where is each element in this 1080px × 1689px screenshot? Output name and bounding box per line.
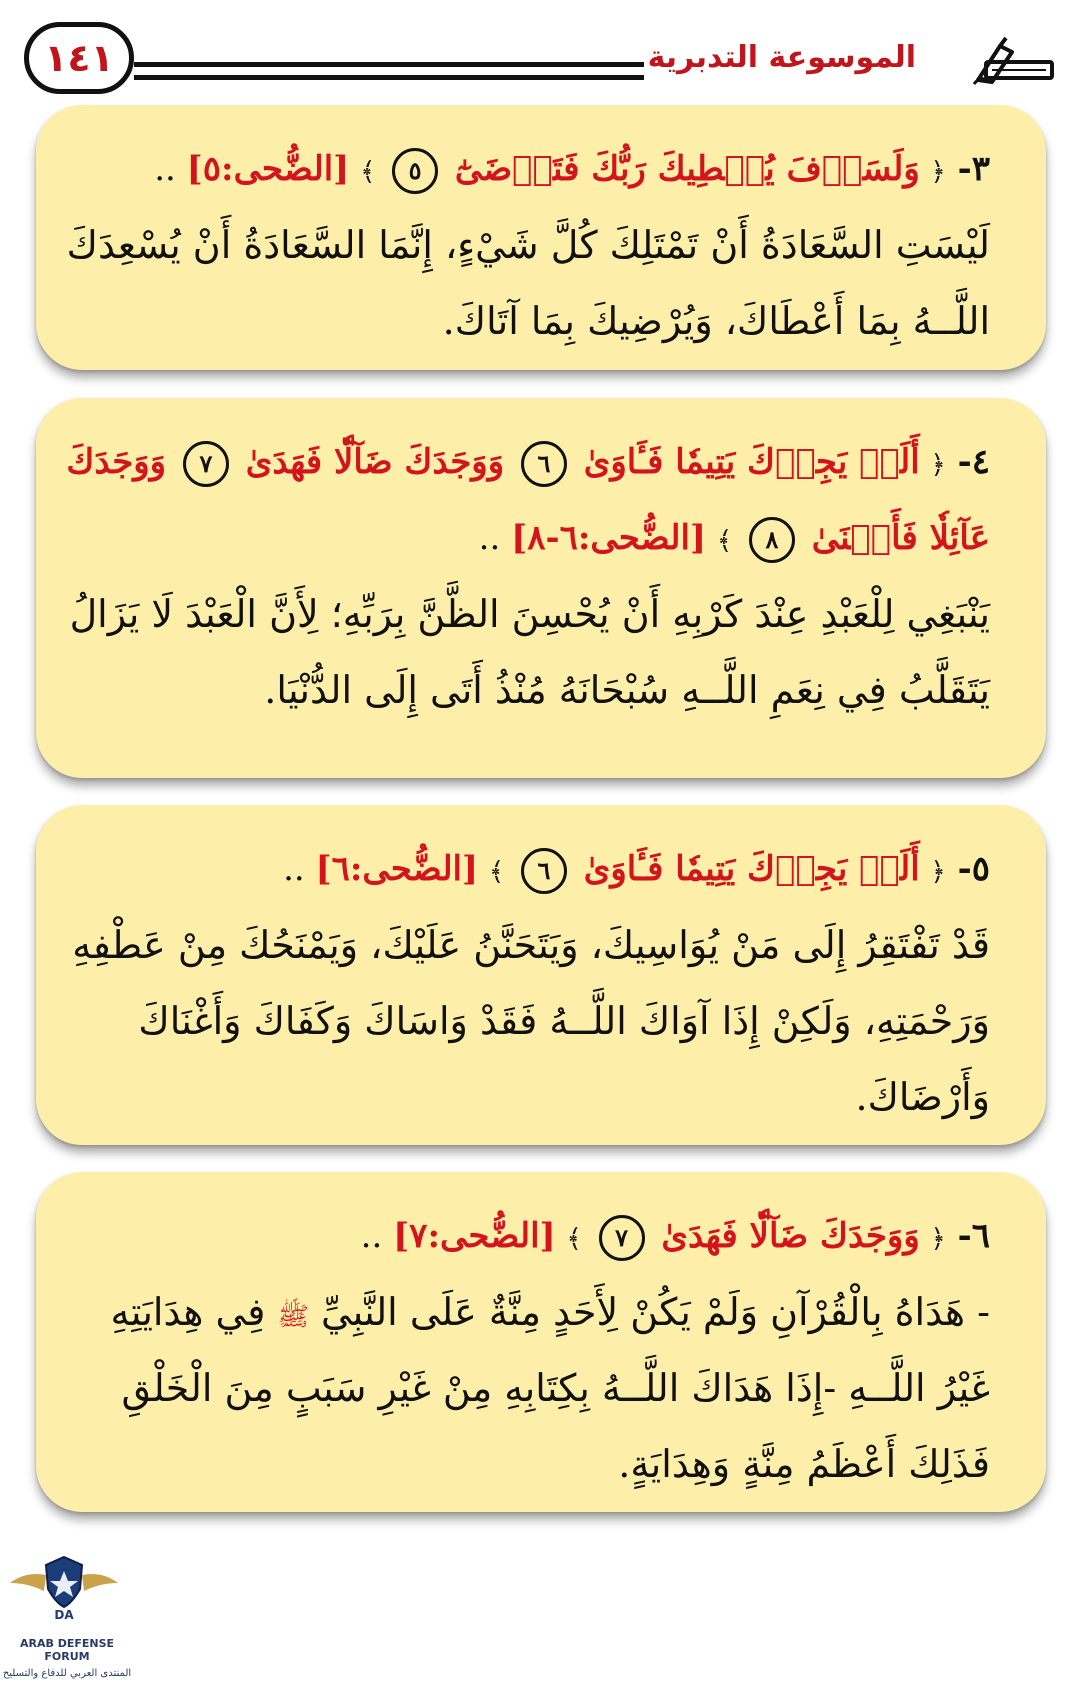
forum-name-en: ARAB DEFENSE FORUM xyxy=(19,1637,115,1663)
body-line xyxy=(92,1274,990,1350)
verse-citation: [الضُّحى:٧] xyxy=(393,1216,556,1256)
body-line: غَيْرُ اللَّــهِ -إِذَا هَدَاكَ اللَّــهُ بِكِتَابِهِ مِنْ غَيْرِ سَبَبٍ مِنَ الْخَلْقِ xyxy=(121,1366,990,1410)
body-line: وَرَحْمَتِهِ، وَلَكِنْ إِذَا آوَاكَ اللَّــهُ فَقَدْ وَاسَاكَ وَكَفَاكَ وَأَغْنَاكَ xyxy=(138,999,990,1043)
verse-line xyxy=(92,1198,990,1274)
page-title: الموسوعة التدبرية xyxy=(647,40,916,75)
item-number: ٦- xyxy=(945,1216,990,1256)
forum-name-ar: المنتدى العربي للدفاع والتسليح xyxy=(2,1668,132,1679)
body-line: اللَّــهُ بِمَا أَعْطَاكَ، وَيُرْضِيكَ بِمَا آتَاكَ. xyxy=(442,299,990,343)
verse-line xyxy=(92,500,990,576)
ellipsis: .. xyxy=(283,849,305,889)
page-number-badge xyxy=(24,22,134,94)
ornament-close-icon: ﴾ xyxy=(566,1224,582,1254)
forum-watermark-logo xyxy=(6,1553,122,1649)
ornament-open-icon: ﴿ xyxy=(930,857,946,887)
quran-verse: عَآئِلٗا فَأَغۡنَىٰ xyxy=(811,518,990,558)
card-3 xyxy=(36,105,1046,370)
item-number: ٤- xyxy=(945,442,990,482)
card-6 xyxy=(36,1172,1046,1512)
item-number: ٣- xyxy=(945,149,990,189)
verse-line xyxy=(66,424,990,500)
quran-verse: وَوَجَدَكَ xyxy=(66,442,167,482)
ornament-open-icon: ﴿ xyxy=(930,1224,946,1254)
body-line: فَذَلِكَ أَعْظَمُ مِنَّةٍ وَهِدَايَةٍ. xyxy=(618,1442,990,1486)
item-number: ٥- xyxy=(945,849,990,889)
ornament-open-icon: ﴿ xyxy=(930,157,946,187)
verse-citation: [الضُّحى:٦] xyxy=(315,849,479,889)
ornament-close-icon: ﴾ xyxy=(488,857,505,887)
quran-verse: أَلَمۡ يَجِدۡكَ يَتِيمٗا فَـَٔاوَىٰ xyxy=(583,442,920,482)
quran-verse: وَلَسَوۡفَ يُعۡطِيكَ رَبُّكَ فَتَرۡضَىٰٓ xyxy=(454,149,920,189)
ornament-close-icon: ﴾ xyxy=(716,526,733,556)
verse-line xyxy=(92,831,990,907)
header-rule xyxy=(134,62,644,80)
body-line: لَيْسَتِ السَّعَادَةُ أَنْ تَمْتَلِكَ كُلَّ شَيْءٍ، إِنَّمَا السَّعَادَةُ أَنْ يُسْعِدَكَ xyxy=(66,223,990,267)
ellipsis: .. xyxy=(360,1216,383,1256)
quran-verse: وَوَجَدَكَ ضَآلّٗا فَهَدَىٰ xyxy=(245,442,505,482)
ayah-marker: ٦ xyxy=(521,441,567,487)
body-text: - هَدَاهُ بِالْقُرْآنِ وَلَمْ يَكُنْ لِأَحَدٍ مِنَّةٌ عَلَى النَّبِيِّ xyxy=(308,1290,990,1334)
ornament-close-icon: ﴾ xyxy=(360,157,376,187)
ellipsis: .. xyxy=(478,518,501,558)
ellipsis: .. xyxy=(154,149,176,189)
page-header xyxy=(24,22,1056,102)
logo-text: DA xyxy=(54,1608,74,1622)
card-5 xyxy=(36,805,1046,1145)
ayah-marker: ٧ xyxy=(183,441,229,487)
ornament-open-icon: ﴿ xyxy=(930,450,946,480)
winged-shield-icon xyxy=(6,1553,122,1623)
pen-writing-icon xyxy=(972,36,1056,86)
verse-citation: [الضُّحى:٥] xyxy=(186,149,350,189)
body-line: يَنْبَغِي لِلْعَبْدِ عِنْدَ كَرْبِهِ أَنْ يُحْسِنَ الظَّنَّ بِرَبِّهِ؛ لِأَنَّ الْعَبْدَ لَا يَزَالُ xyxy=(69,592,990,636)
quran-verse: وَوَجَدَكَ ضَآلّٗا فَهَدَىٰ xyxy=(661,1216,920,1256)
quran-verse: أَلَمۡ يَجِدۡكَ يَتِيمٗا فَـَٔاوَىٰ xyxy=(583,849,920,889)
salawat-glyph: ﷺ xyxy=(277,1302,309,1332)
body-line: قَدْ تَفْتَقِرُ إِلَى مَنْ يُوَاسِيكَ، وَيَتَحَنَّنُ عَلَيْكَ، وَيَمْنَحُكَ مِنْ عَطْفِهِ xyxy=(72,923,990,967)
ayah-marker: ٧ xyxy=(599,1215,645,1261)
card-4 xyxy=(36,398,1046,778)
body-line: وَأَرْضَاكَ. xyxy=(855,1075,990,1119)
ayah-marker: ٨ xyxy=(749,517,795,563)
verse-line xyxy=(92,131,990,207)
ayah-marker: ٦ xyxy=(521,848,567,894)
page-number: ١٤١ xyxy=(44,36,114,80)
body-text: فِي هِدَايَتِهِ xyxy=(110,1290,266,1334)
verse-citation: [الضُّحى:٦-٨] xyxy=(511,518,707,558)
body-line: يَتَقَلَّبُ فِي نِعَمِ اللَّــهِ سُبْحَانَهُ مُنْذُ أَتَى إِلَى الدُّنْيَا. xyxy=(264,668,990,712)
ayah-marker: ٥ xyxy=(392,148,438,194)
